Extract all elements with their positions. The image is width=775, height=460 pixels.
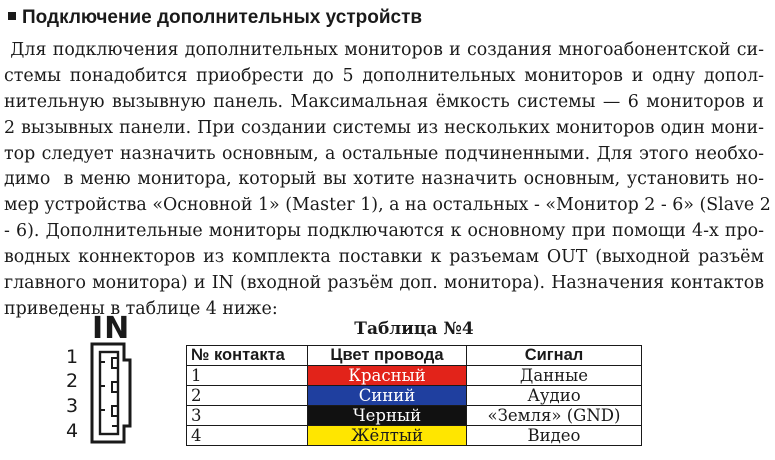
wire-color-cell: Черный (308, 406, 467, 426)
table-caption: Таблица №4 (354, 319, 474, 339)
heading-text: Подключение дополнительных устройств (22, 7, 423, 28)
table-row (187, 386, 642, 406)
body-paragraph (4, 38, 771, 323)
pin-cell: 3 (187, 406, 308, 426)
paragraph-line: - 6). Дополнительные мониторы подключаются к основному при помощи 4-х про- (4, 221, 764, 242)
paragraph-line: стемы понадобится приобрести до 5 дополнительных мониторов и одну допол- (4, 65, 764, 86)
paragraph-line: 2 вызывных панели. При создании системы из нескольких мониторов один мони- (4, 117, 764, 138)
signal-cell: Данные (467, 366, 642, 386)
paragraph-line: мер устройства «Основной 1» (Master 1), а на остальных - «Монитор 2 - 6» (Slave 2 (4, 195, 771, 216)
paragraph-line: нительную вызывную панель. Максимальная ёмкость системы — 6 мониторов и (4, 91, 764, 112)
pin-cell: 2 (187, 386, 308, 406)
table-row (187, 366, 642, 386)
table-header-row (187, 346, 642, 366)
signal-cell: Аудио (467, 386, 642, 406)
pin-cell: 4 (187, 426, 308, 446)
connector-diagram-icon (88, 340, 134, 450)
paragraph-line: димо в меню монитора, который вы хотите назначить основным, установить но- (4, 169, 764, 190)
wire-color-cell: Синий (308, 386, 467, 406)
paragraph-line: тор следует назначить основным, а остальные подчиненными. Для этого необхо- (4, 143, 764, 164)
header-pin-number: № контакта (187, 346, 308, 366)
header-wire-color: Цвет провода (308, 346, 467, 366)
paragraph-line: главного монитора) и IN (входной разъём доп. монитора). Назначения контактов (4, 273, 764, 294)
pin-number: 2 (65, 370, 79, 392)
pin-assignment-table (186, 345, 642, 446)
pin-number: 1 (65, 346, 79, 368)
pin-number: 4 (65, 420, 79, 442)
connector-label: IN (92, 311, 131, 346)
signal-cell: «Земля» (GND) (467, 406, 642, 426)
pin-number: 3 (65, 395, 79, 417)
paragraph-line: водных коннекторов из комплекта поставки к разъемам OUT (выходной разъём (4, 247, 764, 268)
table-row (187, 426, 642, 446)
signal-cell: Видео (467, 426, 642, 446)
header-signal: Сигнал (467, 346, 642, 366)
paragraph-line: приведены в таблице 4 ниже: (4, 298, 278, 319)
wire-color-cell: Жёлтый (308, 426, 467, 446)
section-heading (4, 6, 422, 30)
pin-cell: 1 (187, 366, 308, 386)
table-row (187, 406, 642, 426)
wire-color-cell: Красный (308, 366, 467, 386)
square-bullet-icon (8, 12, 16, 20)
paragraph-line: Для подключения дополнительных мониторов и создания многоабонентской си- (4, 40, 764, 60)
